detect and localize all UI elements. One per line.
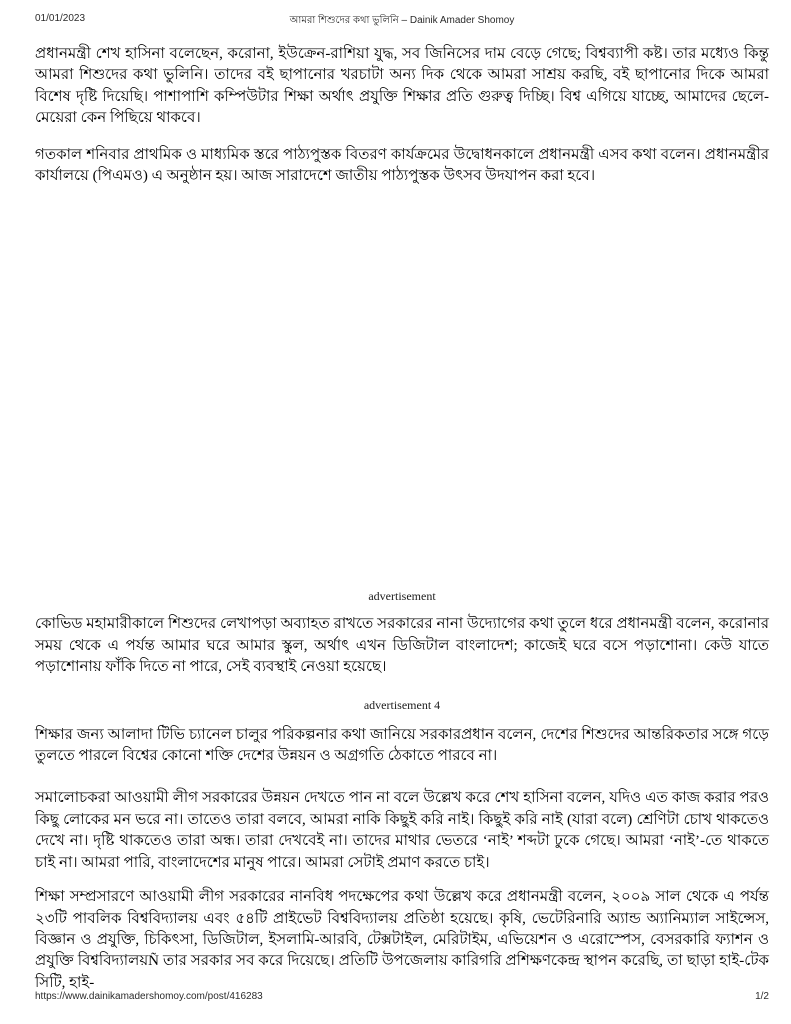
print-footer bbox=[35, 991, 769, 1002]
article-paragraph-2: গতকাল শনিবার প্রাথমিক ও মাধ্যমিক স্তরে পাঠ্যপুস্তক বিতরণ কার্যক্রমের উদ্বোধনকালে প্রধানমন্ত্রী এসব কথা বলেন। প্রধানমন্ত্রীর কার্যালয়ে (পিএমও) এ অনুষ্ঠান হয়। আজ সারাদেশে জাতীয় পাঠ্যপুস্তক উৎসব উদযাপন করা হবে। bbox=[35, 146, 769, 185]
article-paragraph-3: কোভিড মহামারীকালে শিশুদের লেখাপড়া অব্যাহত রাখতে সরকারের নানা উদ্যোগের কথা তুলে ধরে প্রধানমন্ত্রী বলেন, করোনার সময় থেকে এ পর্যন্ত আমার ঘরে আমার স্কুল, অর্থাৎ এখন ডিজিটাল বাংলাদেশ; কাজেই ঘরে বসে পড়াশোনা। কেউ যাতে পড়াশোনায় ফাঁকি দিতে না পারে, সেই ব্যবস্থাই নেওয়া হয়েছে। bbox=[35, 616, 769, 676]
article-paragraph-5: সমালোচকরা আওয়ামী লীগ সরকারের উন্নয়ন দেখতে পান না বলে উল্লেখ করে শেখ হাসিনা বলেন, যদিও এত কাজ করার পরও কিছু লোকের মন ভরে না। তাতেও তারা বলবে, আমরা নাকি কিছুই করি নাই। কিছুই করি নাই (যারা বলে) শ্রেণিটা চোখ থাকতেও দেখে না। দৃষ্টি থাকতেও তারা অন্ধ। তারা দেখবেই না। তাদের মাথার ভেতরে ‘নাই’ শব্দটা ঢুকে গেছে। আমরা ‘নাই’-তে থাকতে চাই না। আমরা পারি, বাংলাদেশের মানুষ পারে। আমরা সেটাই প্রমাণ করতে চাই। bbox=[35, 790, 769, 871]
ad-placeholder-label-1: advertisement bbox=[368, 589, 436, 604]
article-paragraph-1: প্রধানমন্ত্রী শেখ হাসিনা বলেছেন, করোনা, ইউক্রেন-রাশিয়া যুদ্ধ, সব জিনিসের দাম বেড়ে গেছে; বিশ্বব্যাপী কষ্ট। তার মধ্যেও কিন্তু আমরা শিশুদের কথা ভুলিনি। তাদের বই ছাপানোর খরচাটা অন্য দিক থেকে আমরা সাশ্রয় করছি, বই ছাপানোর দিকে আমরা বিশেষ দৃষ্টি দিয়েছি। পাশাপাশি কম্পিউটার শিক্ষা অর্থাৎ প্রযুক্তি শিক্ষার প্রতি গুরুত্ব দিচ্ছি। বিশ্ব এগিয়ে যাচ্ছে, আমাদের ছেলে-মেয়েরা কেন পিছিয়ে থাকবে। bbox=[35, 46, 769, 127]
print-date: 01/01/2023 bbox=[35, 13, 86, 24]
article-image-placeholder bbox=[35, 187, 769, 589]
article-paragraph-6: শিক্ষা সম্প্রসারণে আওয়ামী লীগ সরকারের নানবিধ পদক্ষেপের কথা উল্লেখ করে প্রধানমন্ত্রী বলেন, ২০০৯ সাল থেকে এ পর্যন্ত ২৩টি পাবলিক বিশ্ববিদ্যালয় এবং ৫৪টি প্রাইভেট বিশ্ববিদ্যালয় প্রতিষ্ঠা হয়েছে। কৃষি, ভেটেরিনারি অ্যান্ড অ্যানিম্যাল সাইন্সেস, বিজ্ঞান ও প্রযুক্তি, চিকিৎসা, ডিজিটাল, ইসলামি-আরবি, টেক্সটাইল, মেরিটাইম, এভিয়েশন ও এরোস্পেস, বেসরকারি ফ্যাশন ও প্রযুক্তি বিশ্ববিদ্যালয়Ñ তার সরকার সব করে দিয়েছে। প্রতিটি উপজেলায় কারিগরি প্রশিক্ষণকেন্দ্র স্থাপন করেছি, তা ছাড়া হাই-টেক সিটি, হাই- bbox=[35, 889, 769, 991]
print-header bbox=[35, 13, 769, 27]
article-paragraph-4: শিক্ষার জন্য আলাদা টিভি চ্যানেল চালুর পরিকল্পনার কথা জানিয়ে সরকারপ্রধান বলেন, দেশের শিশুদের আন্তরিকতার সঙ্গে গড়ে তুলতে পারলে বিশ্বের কোনো শক্তি দেশের উন্নয়ন ও অগ্রগতি ঠেকাতে পারবে না। bbox=[35, 726, 769, 765]
ad-placeholder-label-2: advertisement 4 bbox=[363, 697, 441, 712]
footer-url: https://www.dainikamadershomoy.com/post/416283 bbox=[35, 991, 263, 1002]
footer-page-number: 1/2 bbox=[755, 991, 769, 1002]
article-body bbox=[35, 44, 769, 994]
document-title: আমরা শিশুদের কথা ভুলিনি – Dainik Amader Shomoy bbox=[289, 15, 515, 26]
